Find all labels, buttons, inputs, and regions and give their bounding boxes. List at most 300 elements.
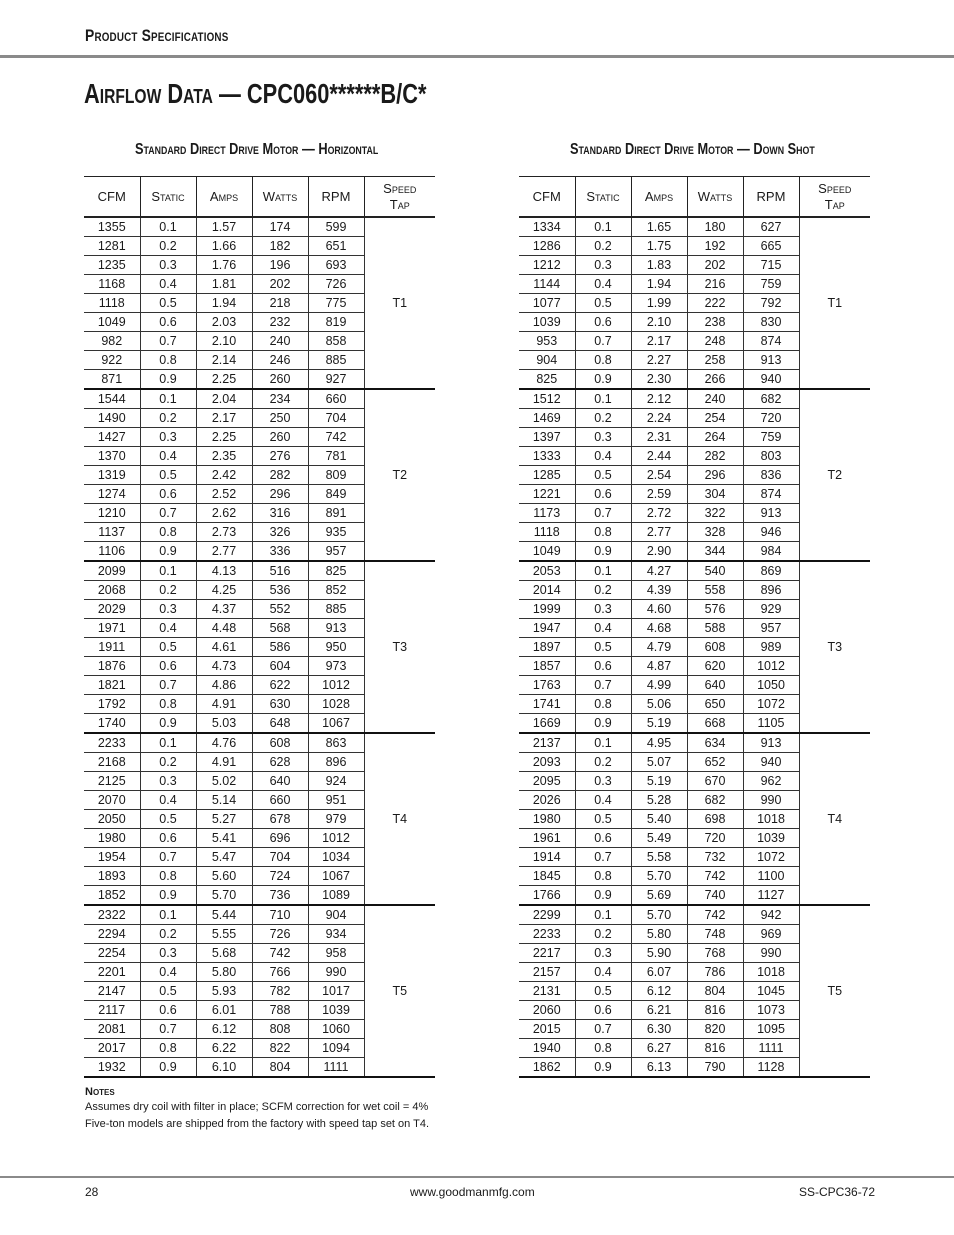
table-row	[84, 217, 435, 237]
cell-amps: 5.07	[631, 753, 687, 772]
cell-cfm: 825	[519, 370, 575, 390]
cell-amps: 5.69	[631, 886, 687, 906]
cell-amps: 2.03	[196, 313, 252, 332]
cell-rpm: 1094	[308, 1039, 364, 1058]
cell-amps: 2.27	[631, 351, 687, 370]
cell-static: 0.6	[140, 313, 196, 332]
note-line: Assumes dry coil with filter in place; SCFM correction for wet coil = 4%	[85, 1101, 429, 1113]
cell-watts: 260	[252, 370, 308, 390]
table-row	[519, 389, 870, 409]
cell-amps: 4.60	[631, 600, 687, 619]
cell-amps: 4.27	[631, 561, 687, 581]
cell-watts: 202	[252, 275, 308, 294]
cell-static: 0.9	[140, 1058, 196, 1078]
cell-rpm: 660	[308, 389, 364, 409]
cell-static: 0.7	[140, 332, 196, 351]
cell-static: 0.5	[575, 982, 631, 1001]
cell-rpm: 896	[743, 581, 799, 600]
cell-static: 0.8	[140, 1039, 196, 1058]
cell-cfm: 1940	[519, 1039, 575, 1058]
cell-static: 0.7	[575, 332, 631, 351]
cell-cfm: 1792	[84, 695, 140, 714]
cell-watts: 790	[687, 1058, 743, 1078]
cell-watts: 322	[687, 504, 743, 523]
cell-cfm: 1370	[84, 447, 140, 466]
cell-rpm: 1018	[743, 963, 799, 982]
cell-watts: 328	[687, 523, 743, 542]
cell-watts: 628	[252, 753, 308, 772]
header-divider	[0, 55, 954, 58]
cell-cfm: 2233	[519, 925, 575, 944]
cell-watts: 174	[252, 217, 308, 237]
cell-rpm: 775	[308, 294, 364, 313]
cell-amps: 4.76	[196, 733, 252, 753]
cell-rpm: 951	[308, 791, 364, 810]
cell-watts: 240	[687, 389, 743, 409]
cell-watts: 678	[252, 810, 308, 829]
cell-rpm: 934	[308, 925, 364, 944]
cell-watts: 648	[252, 714, 308, 734]
cell-rpm: 1018	[743, 810, 799, 829]
cell-static: 0.6	[140, 485, 196, 504]
cell-cfm: 2095	[519, 772, 575, 791]
cell-amps: 2.62	[196, 504, 252, 523]
cell-static: 0.8	[575, 523, 631, 542]
cell-rpm: 979	[308, 810, 364, 829]
column-header-rpm: RPM	[308, 177, 364, 218]
cell-watts: 640	[252, 772, 308, 791]
cell-amps: 4.95	[631, 733, 687, 753]
cell-amps: 5.19	[631, 714, 687, 734]
cell-amps: 1.81	[196, 275, 252, 294]
cell-rpm: 950	[308, 638, 364, 657]
cell-watts: 326	[252, 523, 308, 542]
cell-rpm: 665	[743, 237, 799, 256]
cell-amps: 2.42	[196, 466, 252, 485]
cell-static: 0.1	[575, 561, 631, 581]
cell-static: 0.4	[575, 275, 631, 294]
cell-watts: 804	[252, 1058, 308, 1078]
cell-cfm: 1999	[519, 600, 575, 619]
cell-rpm: 809	[308, 466, 364, 485]
cell-rpm: 836	[743, 466, 799, 485]
cell-watts: 282	[687, 447, 743, 466]
cell-rpm: 913	[743, 504, 799, 523]
cell-amps: 2.59	[631, 485, 687, 504]
cell-cfm: 1980	[519, 810, 575, 829]
column-header-amps: Amps	[631, 177, 687, 218]
cell-amps: 2.52	[196, 485, 252, 504]
cell-static: 0.7	[140, 504, 196, 523]
cell-cfm: 1397	[519, 428, 575, 447]
cell-amps: 4.73	[196, 657, 252, 676]
cell-cfm: 1173	[519, 504, 575, 523]
cell-static: 0.3	[140, 428, 196, 447]
cell-static: 0.2	[140, 753, 196, 772]
notes-heading: Notes	[85, 1086, 115, 1098]
cell-amps: 6.07	[631, 963, 687, 982]
cell-rpm: 792	[743, 294, 799, 313]
cell-cfm: 1932	[84, 1058, 140, 1078]
speed-tap-cell: T3	[364, 561, 435, 733]
cell-amps: 2.04	[196, 389, 252, 409]
cell-watts: 808	[252, 1020, 308, 1039]
cell-amps: 4.91	[196, 695, 252, 714]
cell-cfm: 904	[519, 351, 575, 370]
cell-cfm: 2125	[84, 772, 140, 791]
speed-tap-cell: T4	[364, 733, 435, 905]
cell-watts: 732	[687, 848, 743, 867]
cell-cfm: 1221	[519, 485, 575, 504]
cell-watts: 234	[252, 389, 308, 409]
column-header-static: Static	[575, 177, 631, 218]
cell-rpm: 929	[743, 600, 799, 619]
cell-static: 0.3	[575, 428, 631, 447]
cell-watts: 276	[252, 447, 308, 466]
cell-amps: 4.91	[196, 753, 252, 772]
cell-static: 0.8	[575, 1039, 631, 1058]
cell-amps: 2.31	[631, 428, 687, 447]
cell-cfm: 1821	[84, 676, 140, 695]
cell-rpm: 1039	[308, 1001, 364, 1020]
cell-watts: 316	[252, 504, 308, 523]
cell-static: 0.2	[140, 581, 196, 600]
cell-amps: 6.12	[196, 1020, 252, 1039]
cell-watts: 258	[687, 351, 743, 370]
cell-cfm: 1893	[84, 867, 140, 886]
cell-rpm: 913	[308, 619, 364, 638]
cell-static: 0.8	[140, 351, 196, 370]
cell-amps: 6.30	[631, 1020, 687, 1039]
cell-cfm: 2093	[519, 753, 575, 772]
cell-amps: 4.68	[631, 619, 687, 638]
cell-cfm: 1512	[519, 389, 575, 409]
cell-static: 0.8	[140, 523, 196, 542]
cell-amps: 5.80	[196, 963, 252, 982]
cell-watts: 222	[687, 294, 743, 313]
cell-watts: 748	[687, 925, 743, 944]
cell-amps: 5.28	[631, 791, 687, 810]
cell-cfm: 2070	[84, 791, 140, 810]
cell-amps: 5.90	[631, 944, 687, 963]
cell-amps: 5.19	[631, 772, 687, 791]
cell-cfm: 2026	[519, 791, 575, 810]
cell-amps: 4.99	[631, 676, 687, 695]
cell-cfm: 1168	[84, 275, 140, 294]
cell-static: 0.5	[140, 466, 196, 485]
cell-rpm: 1072	[743, 695, 799, 714]
cell-static: 0.2	[140, 237, 196, 256]
cell-static: 0.5	[575, 810, 631, 829]
cell-rpm: 896	[308, 753, 364, 772]
footer-divider	[0, 1176, 954, 1178]
cell-amps: 2.77	[196, 542, 252, 562]
cell-watts: 696	[252, 829, 308, 848]
cell-rpm: 924	[308, 772, 364, 791]
cell-static: 0.5	[575, 294, 631, 313]
column-header-cfm: CFM	[519, 177, 575, 218]
cell-static: 0.5	[140, 982, 196, 1001]
cell-cfm: 2157	[519, 963, 575, 982]
cell-static: 0.4	[140, 275, 196, 294]
cell-cfm: 2299	[519, 905, 575, 925]
cell-rpm: 759	[743, 428, 799, 447]
cell-rpm: 1012	[308, 829, 364, 848]
cell-watts: 634	[687, 733, 743, 753]
cell-static: 0.7	[140, 676, 196, 695]
cell-rpm: 1028	[308, 695, 364, 714]
cell-watts: 254	[687, 409, 743, 428]
cell-rpm: 984	[743, 542, 799, 562]
cell-rpm: 935	[308, 523, 364, 542]
cell-cfm: 2147	[84, 982, 140, 1001]
cell-static: 0.2	[575, 409, 631, 428]
cell-watts: 344	[687, 542, 743, 562]
cell-cfm: 1319	[84, 466, 140, 485]
cell-amps: 2.10	[631, 313, 687, 332]
cell-static: 0.6	[575, 829, 631, 848]
cell-cfm: 1137	[84, 523, 140, 542]
cell-static: 0.7	[140, 1020, 196, 1039]
cell-rpm: 1060	[308, 1020, 364, 1039]
cell-watts: 296	[687, 466, 743, 485]
cell-static: 0.9	[140, 542, 196, 562]
cell-cfm: 1118	[84, 294, 140, 313]
cell-rpm: 885	[308, 600, 364, 619]
cell-watts: 620	[687, 657, 743, 676]
cell-cfm: 2137	[519, 733, 575, 753]
cell-cfm: 1876	[84, 657, 140, 676]
cell-watts: 266	[687, 370, 743, 390]
header-row	[519, 177, 870, 218]
cell-static: 0.9	[140, 886, 196, 906]
cell-static: 0.9	[575, 1058, 631, 1078]
cell-rpm: 742	[308, 428, 364, 447]
cell-rpm: 1127	[743, 886, 799, 906]
cell-static: 0.5	[140, 294, 196, 313]
cell-watts: 766	[252, 963, 308, 982]
cell-amps: 6.10	[196, 1058, 252, 1078]
cell-watts: 218	[252, 294, 308, 313]
cell-rpm: 962	[743, 772, 799, 791]
speed-tap-cell: T4	[799, 733, 870, 905]
cell-rpm: 969	[743, 925, 799, 944]
cell-watts: 540	[687, 561, 743, 581]
cell-rpm: 1089	[308, 886, 364, 906]
cell-amps: 5.47	[196, 848, 252, 867]
cell-rpm: 1045	[743, 982, 799, 1001]
cell-cfm: 1427	[84, 428, 140, 447]
cell-static: 0.9	[140, 370, 196, 390]
cell-watts: 720	[687, 829, 743, 848]
cell-rpm: 627	[743, 217, 799, 237]
cell-watts: 786	[687, 963, 743, 982]
cell-rpm: 1128	[743, 1058, 799, 1078]
cell-rpm: 803	[743, 447, 799, 466]
cell-cfm: 1334	[519, 217, 575, 237]
cell-watts: 180	[687, 217, 743, 237]
cell-static: 0.6	[575, 485, 631, 504]
cell-static: 0.8	[575, 867, 631, 886]
cell-static: 0.4	[575, 791, 631, 810]
cell-static: 0.9	[140, 714, 196, 734]
cell-amps: 5.06	[631, 695, 687, 714]
cell-amps: 4.39	[631, 581, 687, 600]
cell-rpm: 1050	[743, 676, 799, 695]
cell-cfm: 1862	[519, 1058, 575, 1078]
cell-watts: 264	[687, 428, 743, 447]
cell-amps: 2.25	[196, 370, 252, 390]
cell-cfm: 2131	[519, 982, 575, 1001]
cell-amps: 1.57	[196, 217, 252, 237]
cell-watts: 586	[252, 638, 308, 657]
cell-amps: 2.17	[196, 409, 252, 428]
cell-amps: 5.27	[196, 810, 252, 829]
cell-watts: 260	[252, 428, 308, 447]
header-title: Product Specifications	[85, 26, 229, 45]
cell-static: 0.8	[140, 695, 196, 714]
column-header-amps: Amps	[196, 177, 252, 218]
cell-static: 0.3	[140, 772, 196, 791]
cell-static: 0.1	[140, 389, 196, 409]
cell-amps: 1.94	[196, 294, 252, 313]
cell-amps: 2.54	[631, 466, 687, 485]
cell-rpm: 599	[308, 217, 364, 237]
cell-rpm: 1105	[743, 714, 799, 734]
cell-static: 0.1	[140, 561, 196, 581]
cell-cfm: 2254	[84, 944, 140, 963]
cell-amps: 4.13	[196, 561, 252, 581]
cell-static: 0.2	[575, 753, 631, 772]
cell-static: 0.4	[140, 963, 196, 982]
table-row	[519, 733, 870, 753]
cell-watts: 822	[252, 1039, 308, 1058]
cell-static: 0.3	[575, 772, 631, 791]
cell-amps: 6.27	[631, 1039, 687, 1058]
cell-amps: 5.80	[631, 925, 687, 944]
cell-amps: 1.94	[631, 275, 687, 294]
cell-watts: 552	[252, 600, 308, 619]
cell-cfm: 2015	[519, 1020, 575, 1039]
cell-watts: 652	[687, 753, 743, 772]
cell-rpm: 720	[743, 409, 799, 428]
cell-watts: 296	[252, 485, 308, 504]
cell-static: 0.1	[575, 217, 631, 237]
cell-amps: 2.24	[631, 409, 687, 428]
cell-static: 0.1	[575, 905, 631, 925]
cell-rpm: 726	[308, 275, 364, 294]
cell-watts: 742	[252, 944, 308, 963]
cell-cfm: 953	[519, 332, 575, 351]
page-number: 28	[85, 1185, 99, 1199]
cell-rpm: 957	[743, 619, 799, 638]
table-row	[84, 561, 435, 581]
cell-cfm: 2029	[84, 600, 140, 619]
column-header-rpm: RPM	[743, 177, 799, 218]
cell-amps: 4.48	[196, 619, 252, 638]
cell-static: 0.1	[140, 905, 196, 925]
cell-watts: 216	[687, 275, 743, 294]
cell-static: 0.4	[140, 619, 196, 638]
cell-amps: 2.30	[631, 370, 687, 390]
cell-cfm: 1852	[84, 886, 140, 906]
cell-rpm: 830	[743, 313, 799, 332]
cell-watts: 724	[252, 867, 308, 886]
cell-cfm: 1766	[519, 886, 575, 906]
cell-cfm: 1914	[519, 848, 575, 867]
cell-cfm: 871	[84, 370, 140, 390]
cell-cfm: 2294	[84, 925, 140, 944]
cell-amps: 5.58	[631, 848, 687, 867]
airflow-table-down-shot	[519, 176, 870, 1078]
column-header-speed-tap: Speed Tap	[799, 177, 870, 218]
cell-amps: 6.21	[631, 1001, 687, 1020]
cell-watts: 710	[252, 905, 308, 925]
cell-static: 0.6	[140, 1001, 196, 1020]
cell-amps: 6.01	[196, 1001, 252, 1020]
cell-cfm: 2201	[84, 963, 140, 982]
cell-amps: 5.70	[631, 867, 687, 886]
cell-cfm: 1911	[84, 638, 140, 657]
cell-static: 0.7	[575, 848, 631, 867]
cell-rpm: 1073	[743, 1001, 799, 1020]
speed-tap-cell: T5	[799, 905, 870, 1077]
cell-static: 0.6	[575, 1001, 631, 1020]
cell-cfm: 2099	[84, 561, 140, 581]
cell-watts: 282	[252, 466, 308, 485]
cell-watts: 742	[687, 867, 743, 886]
cell-cfm: 922	[84, 351, 140, 370]
cell-watts: 782	[252, 982, 308, 1001]
cell-cfm: 1049	[519, 542, 575, 562]
cell-static: 0.3	[140, 256, 196, 275]
cell-rpm: 957	[308, 542, 364, 562]
cell-rpm: 885	[308, 351, 364, 370]
cell-amps: 6.22	[196, 1039, 252, 1058]
cell-watts: 622	[252, 676, 308, 695]
cell-cfm: 982	[84, 332, 140, 351]
speed-tap-cell: T3	[799, 561, 870, 733]
cell-rpm: 819	[308, 313, 364, 332]
cell-rpm: 849	[308, 485, 364, 504]
cell-static: 0.2	[140, 409, 196, 428]
cell-cfm: 1544	[84, 389, 140, 409]
cell-watts: 182	[252, 237, 308, 256]
cell-amps: 2.10	[196, 332, 252, 351]
cell-static: 0.4	[575, 447, 631, 466]
cell-static: 0.1	[140, 217, 196, 237]
cell-cfm: 2233	[84, 733, 140, 753]
cell-rpm: 958	[308, 944, 364, 963]
cell-rpm: 781	[308, 447, 364, 466]
cell-static: 0.2	[140, 925, 196, 944]
cell-static: 0.3	[575, 600, 631, 619]
cell-amps: 5.55	[196, 925, 252, 944]
cell-rpm: 1111	[308, 1058, 364, 1078]
cell-watts: 192	[687, 237, 743, 256]
cell-rpm: 1012	[743, 657, 799, 676]
cell-rpm: 940	[743, 753, 799, 772]
cell-watts: 736	[252, 886, 308, 906]
cell-cfm: 1039	[519, 313, 575, 332]
cell-static: 0.7	[575, 676, 631, 695]
cell-rpm: 759	[743, 275, 799, 294]
cell-watts: 816	[687, 1001, 743, 1020]
cell-static: 0.1	[140, 733, 196, 753]
cell-static: 0.5	[140, 638, 196, 657]
cell-watts: 246	[252, 351, 308, 370]
column-header-watts: Watts	[687, 177, 743, 218]
